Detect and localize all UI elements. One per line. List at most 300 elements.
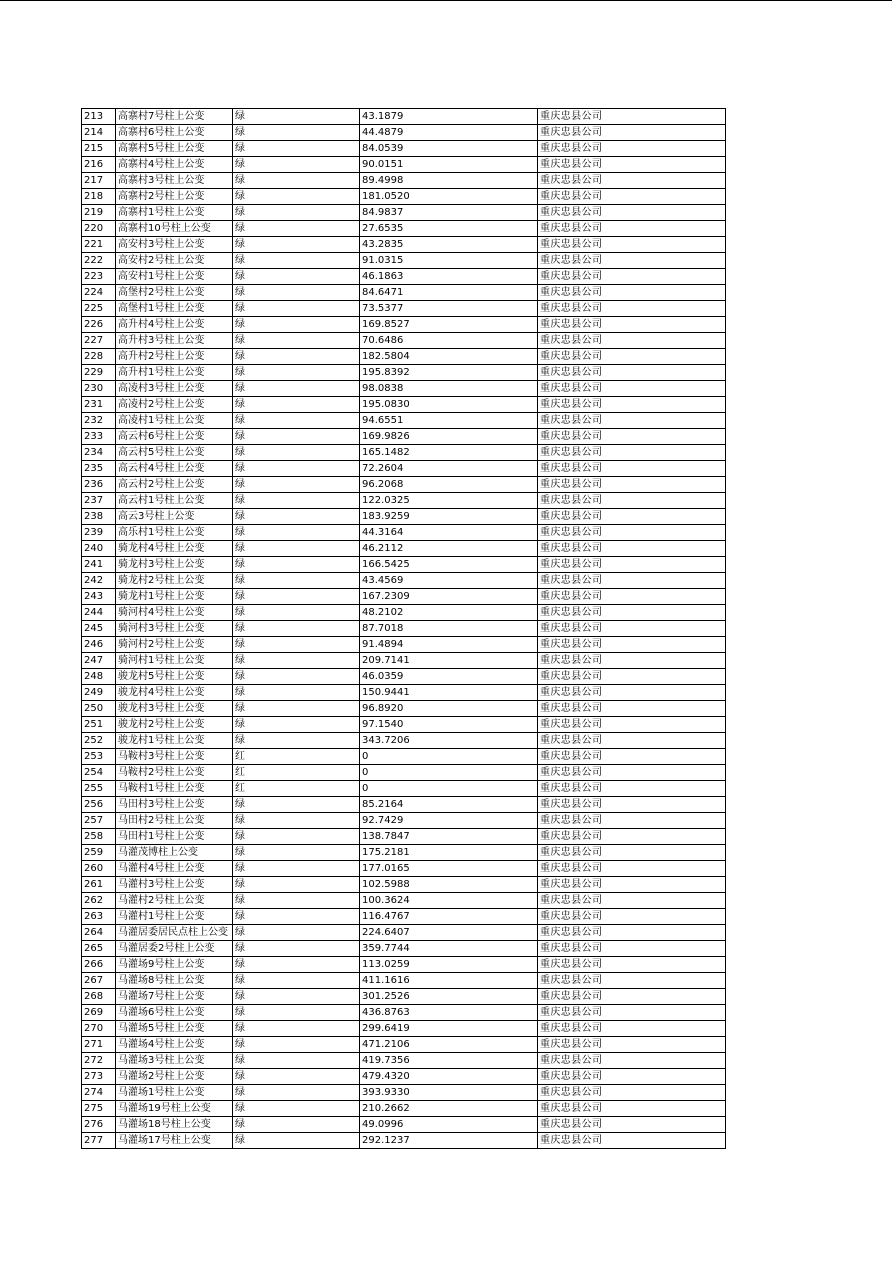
row-number-cell: 275 <box>82 1101 116 1117</box>
transformer-name-cell: 骑龙村2号柱上公变 <box>116 573 233 589</box>
value-cell: 471.2106 <box>360 1037 538 1053</box>
company-cell: 重庆忠县公司 <box>538 829 726 845</box>
table-row <box>82 573 726 589</box>
row-number-cell: 233 <box>82 429 116 445</box>
row-number-cell: 226 <box>82 317 116 333</box>
status-cell: 绿 <box>233 1133 360 1149</box>
company-cell: 重庆忠县公司 <box>538 413 726 429</box>
table-row <box>82 1069 726 1085</box>
value-cell: 195.8392 <box>360 365 538 381</box>
status-cell: 绿 <box>233 1117 360 1133</box>
row-number-cell: 270 <box>82 1021 116 1037</box>
value-cell: 301.2526 <box>360 989 538 1005</box>
row-number-cell: 245 <box>82 621 116 637</box>
status-cell: 绿 <box>233 301 360 317</box>
value-cell: 138.7847 <box>360 829 538 845</box>
transformer-name-cell: 骏龙村3号柱上公变 <box>116 701 233 717</box>
row-number-cell: 251 <box>82 717 116 733</box>
value-cell: 84.9837 <box>360 205 538 221</box>
value-cell: 0 <box>360 749 538 765</box>
company-cell: 重庆忠县公司 <box>538 861 726 877</box>
table-row <box>82 893 726 909</box>
value-cell: 73.5377 <box>360 301 538 317</box>
company-cell: 重庆忠县公司 <box>538 1021 726 1037</box>
transformer-name-cell: 骏龙村4号柱上公变 <box>116 685 233 701</box>
company-cell: 重庆忠县公司 <box>538 797 726 813</box>
transformer-name-cell: 马灌场9号柱上公变 <box>116 957 233 973</box>
company-cell: 重庆忠县公司 <box>538 477 726 493</box>
table-row <box>82 493 726 509</box>
transformer-name-cell: 马灌居委居民点柱上公变 <box>116 925 233 941</box>
row-number-cell: 243 <box>82 589 116 605</box>
status-cell: 绿 <box>233 1085 360 1101</box>
transformer-name-cell: 高寨村2号柱上公变 <box>116 189 233 205</box>
company-cell: 重庆忠县公司 <box>538 973 726 989</box>
row-number-cell: 242 <box>82 573 116 589</box>
value-cell: 150.9441 <box>360 685 538 701</box>
value-cell: 91.4894 <box>360 637 538 653</box>
company-cell: 重庆忠县公司 <box>538 941 726 957</box>
status-cell: 绿 <box>233 317 360 333</box>
transformer-name-cell: 高升村4号柱上公变 <box>116 317 233 333</box>
value-cell: 49.0996 <box>360 1117 538 1133</box>
table-row <box>82 669 726 685</box>
transformer-name-cell: 马灌村2号柱上公变 <box>116 893 233 909</box>
transformer-name-cell: 马田村1号柱上公变 <box>116 829 233 845</box>
value-cell: 209.7141 <box>360 653 538 669</box>
table-row <box>82 1117 726 1133</box>
status-cell: 绿 <box>233 669 360 685</box>
transformer-name-cell: 骑河村1号柱上公变 <box>116 653 233 669</box>
status-cell: 绿 <box>233 605 360 621</box>
company-cell: 重庆忠县公司 <box>538 381 726 397</box>
table-row <box>82 349 726 365</box>
company-cell: 重庆忠县公司 <box>538 349 726 365</box>
status-cell: 绿 <box>233 861 360 877</box>
transformer-name-cell: 马灌场8号柱上公变 <box>116 973 233 989</box>
company-cell: 重庆忠县公司 <box>538 205 726 221</box>
company-cell: 重庆忠县公司 <box>538 429 726 445</box>
value-cell: 84.6471 <box>360 285 538 301</box>
status-cell: 绿 <box>233 797 360 813</box>
value-cell: 84.0539 <box>360 141 538 157</box>
row-number-cell: 218 <box>82 189 116 205</box>
company-cell: 重庆忠县公司 <box>538 845 726 861</box>
company-cell: 重庆忠县公司 <box>538 893 726 909</box>
row-number-cell: 240 <box>82 541 116 557</box>
row-number-cell: 231 <box>82 397 116 413</box>
transformer-name-cell: 骏龙村1号柱上公变 <box>116 733 233 749</box>
value-cell: 479.4320 <box>360 1069 538 1085</box>
status-cell: 绿 <box>233 189 360 205</box>
company-cell: 重庆忠县公司 <box>538 957 726 973</box>
status-cell: 绿 <box>233 125 360 141</box>
table-row <box>82 237 726 253</box>
table-row <box>82 509 726 525</box>
table-row <box>82 1053 726 1069</box>
company-cell: 重庆忠县公司 <box>538 221 726 237</box>
table-row <box>82 541 726 557</box>
company-cell: 重庆忠县公司 <box>538 141 726 157</box>
transformer-name-cell: 骏龙村5号柱上公变 <box>116 669 233 685</box>
company-cell: 重庆忠县公司 <box>538 285 726 301</box>
company-cell: 重庆忠县公司 <box>538 253 726 269</box>
status-cell: 红 <box>233 781 360 797</box>
transformer-name-cell: 高升村2号柱上公变 <box>116 349 233 365</box>
row-number-cell: 253 <box>82 749 116 765</box>
value-cell: 393.9330 <box>360 1085 538 1101</box>
value-cell: 166.5425 <box>360 557 538 573</box>
transformer-name-cell: 高寨村4号柱上公变 <box>116 157 233 173</box>
transformer-name-cell: 马灌场1号柱上公变 <box>116 1085 233 1101</box>
status-cell: 绿 <box>233 397 360 413</box>
company-cell: 重庆忠县公司 <box>538 653 726 669</box>
value-cell: 175.2181 <box>360 845 538 861</box>
company-cell: 重庆忠县公司 <box>538 557 726 573</box>
value-cell: 359.7744 <box>360 941 538 957</box>
row-number-cell: 250 <box>82 701 116 717</box>
status-cell: 绿 <box>233 637 360 653</box>
transformer-name-cell: 高云村2号柱上公变 <box>116 477 233 493</box>
value-cell: 183.9259 <box>360 509 538 525</box>
transformer-name-cell: 马田村2号柱上公变 <box>116 813 233 829</box>
row-number-cell: 237 <box>82 493 116 509</box>
status-cell: 绿 <box>233 445 360 461</box>
transformer-table <box>81 108 726 1149</box>
table-row <box>82 941 726 957</box>
transformer-name-cell: 马灌村4号柱上公变 <box>116 861 233 877</box>
status-cell: 绿 <box>233 541 360 557</box>
table-row <box>82 717 726 733</box>
value-cell: 195.0830 <box>360 397 538 413</box>
status-cell: 绿 <box>233 589 360 605</box>
company-cell: 重庆忠县公司 <box>538 701 726 717</box>
value-cell: 96.2068 <box>360 477 538 493</box>
table-row <box>82 989 726 1005</box>
status-cell: 绿 <box>233 173 360 189</box>
company-cell: 重庆忠县公司 <box>538 1085 726 1101</box>
status-cell: 绿 <box>233 509 360 525</box>
row-number-cell: 224 <box>82 285 116 301</box>
value-cell: 85.2164 <box>360 797 538 813</box>
transformer-name-cell: 马灌场5号柱上公变 <box>116 1021 233 1037</box>
value-cell: 91.0315 <box>360 253 538 269</box>
transformer-name-cell: 高寨村7号柱上公变 <box>116 109 233 125</box>
status-cell: 绿 <box>233 253 360 269</box>
company-cell: 重庆忠县公司 <box>538 1133 726 1149</box>
row-number-cell: 220 <box>82 221 116 237</box>
value-cell: 0 <box>360 781 538 797</box>
status-cell: 绿 <box>233 381 360 397</box>
status-cell: 绿 <box>233 621 360 637</box>
transformer-name-cell: 高堡村2号柱上公变 <box>116 285 233 301</box>
table-row <box>82 1133 726 1149</box>
row-number-cell: 238 <box>82 509 116 525</box>
status-cell: 绿 <box>233 1005 360 1021</box>
status-cell: 绿 <box>233 477 360 493</box>
row-number-cell: 239 <box>82 525 116 541</box>
company-cell: 重庆忠县公司 <box>538 525 726 541</box>
row-number-cell: 229 <box>82 365 116 381</box>
value-cell: 100.3624 <box>360 893 538 909</box>
row-number-cell: 236 <box>82 477 116 493</box>
status-cell: 绿 <box>233 653 360 669</box>
company-cell: 重庆忠县公司 <box>538 189 726 205</box>
table-row <box>82 269 726 285</box>
company-cell: 重庆忠县公司 <box>538 685 726 701</box>
transformer-name-cell: 高云村5号柱上公变 <box>116 445 233 461</box>
status-cell: 红 <box>233 749 360 765</box>
transformer-name-cell: 骑龙村1号柱上公变 <box>116 589 233 605</box>
row-number-cell: 247 <box>82 653 116 669</box>
table-row <box>82 1101 726 1117</box>
company-cell: 重庆忠县公司 <box>538 717 726 733</box>
row-number-cell: 265 <box>82 941 116 957</box>
company-cell: 重庆忠县公司 <box>538 813 726 829</box>
value-cell: 102.5988 <box>360 877 538 893</box>
transformer-name-cell: 高凌村3号柱上公变 <box>116 381 233 397</box>
transformer-name-cell: 马灌场7号柱上公变 <box>116 989 233 1005</box>
value-cell: 87.7018 <box>360 621 538 637</box>
transformer-name-cell: 马灌场19号柱上公变 <box>116 1101 233 1117</box>
status-cell: 绿 <box>233 461 360 477</box>
company-cell: 重庆忠县公司 <box>538 989 726 1005</box>
value-cell: 46.1863 <box>360 269 538 285</box>
status-cell: 绿 <box>233 365 360 381</box>
value-cell: 46.0359 <box>360 669 538 685</box>
table-row <box>82 829 726 845</box>
row-number-cell: 264 <box>82 925 116 941</box>
table-row <box>82 1021 726 1037</box>
table-row <box>82 141 726 157</box>
value-cell: 343.7206 <box>360 733 538 749</box>
table-row <box>82 653 726 669</box>
table-row <box>82 637 726 653</box>
value-cell: 113.0259 <box>360 957 538 973</box>
value-cell: 436.8763 <box>360 1005 538 1021</box>
row-number-cell: 246 <box>82 637 116 653</box>
company-cell: 重庆忠县公司 <box>538 269 726 285</box>
row-number-cell: 216 <box>82 157 116 173</box>
transformer-name-cell: 马鞍村2号柱上公变 <box>116 765 233 781</box>
company-cell: 重庆忠县公司 <box>538 605 726 621</box>
row-number-cell: 271 <box>82 1037 116 1053</box>
transformer-name-cell: 高凌村2号柱上公变 <box>116 397 233 413</box>
row-number-cell: 267 <box>82 973 116 989</box>
row-number-cell: 219 <box>82 205 116 221</box>
company-cell: 重庆忠县公司 <box>538 573 726 589</box>
row-number-cell: 258 <box>82 829 116 845</box>
status-cell: 绿 <box>233 877 360 893</box>
table-row <box>82 957 726 973</box>
transformer-name-cell: 骑龙村4号柱上公变 <box>116 541 233 557</box>
company-cell: 重庆忠县公司 <box>538 909 726 925</box>
table-row <box>82 189 726 205</box>
status-cell: 绿 <box>233 989 360 1005</box>
transformer-name-cell: 高云村6号柱上公变 <box>116 429 233 445</box>
transformer-name-cell: 高升村1号柱上公变 <box>116 365 233 381</box>
company-cell: 重庆忠县公司 <box>538 765 726 781</box>
value-cell: 0 <box>360 765 538 781</box>
company-cell: 重庆忠县公司 <box>538 1037 726 1053</box>
table-row <box>82 301 726 317</box>
row-number-cell: 255 <box>82 781 116 797</box>
transformer-name-cell: 高安村3号柱上公变 <box>116 237 233 253</box>
status-cell: 绿 <box>233 829 360 845</box>
status-cell: 绿 <box>233 1037 360 1053</box>
row-number-cell: 252 <box>82 733 116 749</box>
table-row <box>82 205 726 221</box>
value-cell: 44.3164 <box>360 525 538 541</box>
value-cell: 411.1616 <box>360 973 538 989</box>
row-number-cell: 263 <box>82 909 116 925</box>
value-cell: 181.0520 <box>360 189 538 205</box>
row-number-cell: 230 <box>82 381 116 397</box>
row-number-cell: 276 <box>82 1117 116 1133</box>
table-row <box>82 157 726 173</box>
transformer-name-cell: 马灌场17号柱上公变 <box>116 1133 233 1149</box>
transformer-name-cell: 高寨村5号柱上公变 <box>116 141 233 157</box>
transformer-name-cell: 高升村3号柱上公变 <box>116 333 233 349</box>
company-cell: 重庆忠县公司 <box>538 493 726 509</box>
company-cell: 重庆忠县公司 <box>538 1117 726 1133</box>
table-row <box>82 317 726 333</box>
row-number-cell: 232 <box>82 413 116 429</box>
value-cell: 70.6486 <box>360 333 538 349</box>
row-number-cell: 257 <box>82 813 116 829</box>
value-cell: 169.8527 <box>360 317 538 333</box>
company-cell: 重庆忠县公司 <box>538 1053 726 1069</box>
transformer-name-cell: 高云3号柱上公变 <box>116 509 233 525</box>
transformer-name-cell: 骑河村2号柱上公变 <box>116 637 233 653</box>
table-row <box>82 253 726 269</box>
page-top-border <box>0 0 892 1</box>
transformer-name-cell: 马灌茂博柱上公变 <box>116 845 233 861</box>
table-row <box>82 813 726 829</box>
table-row <box>82 973 726 989</box>
status-cell: 绿 <box>233 429 360 445</box>
row-number-cell: 215 <box>82 141 116 157</box>
table-row <box>82 109 726 125</box>
company-cell: 重庆忠县公司 <box>538 365 726 381</box>
table-row <box>82 797 726 813</box>
table-row <box>82 557 726 573</box>
transformer-name-cell: 马灌居委2号柱上公变 <box>116 941 233 957</box>
row-number-cell: 217 <box>82 173 116 189</box>
company-cell: 重庆忠县公司 <box>538 333 726 349</box>
table-row <box>82 605 726 621</box>
row-number-cell: 221 <box>82 237 116 253</box>
company-cell: 重庆忠县公司 <box>538 509 726 525</box>
table-row <box>82 1085 726 1101</box>
transformer-name-cell: 马田村3号柱上公变 <box>116 797 233 813</box>
status-cell: 绿 <box>233 941 360 957</box>
status-cell: 绿 <box>233 573 360 589</box>
table-row <box>82 781 726 797</box>
company-cell: 重庆忠县公司 <box>538 173 726 189</box>
transformer-name-cell: 马灌场6号柱上公变 <box>116 1005 233 1021</box>
transformer-name-cell: 马灌场3号柱上公变 <box>116 1053 233 1069</box>
status-cell: 绿 <box>233 141 360 157</box>
transformer-name-cell: 骑龙村3号柱上公变 <box>116 557 233 573</box>
status-cell: 绿 <box>233 717 360 733</box>
table-row <box>82 845 726 861</box>
row-number-cell: 256 <box>82 797 116 813</box>
transformer-name-cell: 高安村2号柱上公变 <box>116 253 233 269</box>
row-number-cell: 262 <box>82 893 116 909</box>
table-row <box>82 765 726 781</box>
value-cell: 44.4879 <box>360 125 538 141</box>
table-row <box>82 365 726 381</box>
transformer-name-cell: 骑河村4号柱上公变 <box>116 605 233 621</box>
value-cell: 46.2112 <box>360 541 538 557</box>
table-row <box>82 429 726 445</box>
table-row <box>82 445 726 461</box>
table-row <box>82 909 726 925</box>
company-cell: 重庆忠县公司 <box>538 445 726 461</box>
transformer-name-cell: 高寨村10号柱上公变 <box>116 221 233 237</box>
row-number-cell: 244 <box>82 605 116 621</box>
status-cell: 绿 <box>233 349 360 365</box>
company-cell: 重庆忠县公司 <box>538 109 726 125</box>
value-cell: 48.2102 <box>360 605 538 621</box>
status-cell: 绿 <box>233 1053 360 1069</box>
transformer-name-cell: 高寨村1号柱上公变 <box>116 205 233 221</box>
company-cell: 重庆忠县公司 <box>538 621 726 637</box>
row-number-cell: 249 <box>82 685 116 701</box>
value-cell: 116.4767 <box>360 909 538 925</box>
status-cell: 红 <box>233 765 360 781</box>
value-cell: 299.6419 <box>360 1021 538 1037</box>
transformer-name-cell: 高云村1号柱上公变 <box>116 493 233 509</box>
value-cell: 98.0838 <box>360 381 538 397</box>
status-cell: 绿 <box>233 285 360 301</box>
table-row <box>82 221 726 237</box>
company-cell: 重庆忠县公司 <box>538 749 726 765</box>
company-cell: 重庆忠县公司 <box>538 237 726 253</box>
value-cell: 167.2309 <box>360 589 538 605</box>
value-cell: 177.0165 <box>360 861 538 877</box>
transformer-name-cell: 高凌村1号柱上公变 <box>116 413 233 429</box>
value-cell: 224.6407 <box>360 925 538 941</box>
table-row <box>82 749 726 765</box>
status-cell: 绿 <box>233 237 360 253</box>
value-cell: 27.6535 <box>360 221 538 237</box>
company-cell: 重庆忠县公司 <box>538 733 726 749</box>
value-cell: 182.5804 <box>360 349 538 365</box>
row-number-cell: 274 <box>82 1085 116 1101</box>
row-number-cell: 235 <box>82 461 116 477</box>
value-cell: 72.2604 <box>360 461 538 477</box>
transformer-name-cell: 马灌村3号柱上公变 <box>116 877 233 893</box>
row-number-cell: 261 <box>82 877 116 893</box>
transformer-name-cell: 高安村1号柱上公变 <box>116 269 233 285</box>
table-row <box>82 685 726 701</box>
company-cell: 重庆忠县公司 <box>538 461 726 477</box>
transformer-name-cell: 高堡村1号柱上公变 <box>116 301 233 317</box>
table-row <box>82 525 726 541</box>
company-cell: 重庆忠县公司 <box>538 125 726 141</box>
row-number-cell: 234 <box>82 445 116 461</box>
table-row <box>82 173 726 189</box>
status-cell: 绿 <box>233 701 360 717</box>
status-cell: 绿 <box>233 733 360 749</box>
company-cell: 重庆忠县公司 <box>538 669 726 685</box>
status-cell: 绿 <box>233 1101 360 1117</box>
transformer-name-cell: 骑河村3号柱上公变 <box>116 621 233 637</box>
row-number-cell: 254 <box>82 765 116 781</box>
company-cell: 重庆忠县公司 <box>538 925 726 941</box>
